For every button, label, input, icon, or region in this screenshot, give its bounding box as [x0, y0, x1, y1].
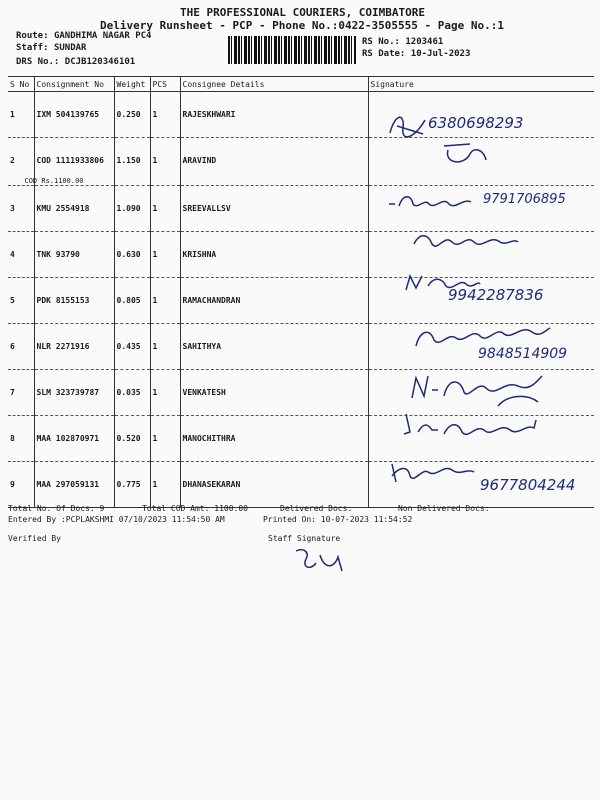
cell-pcs: 1: [150, 278, 180, 324]
total-cod-line: [142, 504, 248, 513]
cell-sno: 2: [8, 138, 34, 186]
cell-pcs: 1: [150, 232, 180, 278]
signature-scribble: [408, 366, 548, 410]
cell-pcs: 1: [150, 138, 180, 186]
cell-weight: 0.435: [114, 324, 150, 370]
verified-by: Verified By: [8, 534, 61, 543]
handwritten-phone: 9677804244: [480, 476, 576, 494]
cell-weight: 1.090: [114, 186, 150, 232]
cell-sno: 8: [8, 416, 34, 462]
cell-consignee: ARAVIND: [180, 138, 368, 186]
col-weight: Weight: [114, 77, 150, 92]
drs-label: DRS No.:: [16, 57, 60, 67]
rs-no-value: 1203461: [405, 37, 444, 47]
drs-value: DCJB120346101: [64, 57, 136, 67]
cell-consignee: KRISHNA: [180, 232, 368, 278]
cell-consignment: TNK 93790: [34, 232, 114, 278]
cell-weight: 0.520: [114, 416, 150, 462]
delivered-docs: Delivered Docs:: [280, 504, 353, 513]
cell-sno: 5: [8, 278, 34, 324]
staff-value: SUNDAR: [53, 43, 87, 53]
staff-signature-scribble: [290, 545, 350, 575]
cell-sno: 3: [8, 186, 34, 232]
cell-consignment: KMU 2554918: [34, 186, 114, 232]
cell-weight: 0.630: [114, 232, 150, 278]
total-cod-label: Total COD Amt:: [142, 504, 210, 513]
cell-consignee: DHANASEKARAN: [180, 462, 368, 508]
cell-consignment: PDK 8155153: [34, 278, 114, 324]
cell-pcs: 1: [150, 324, 180, 370]
handwritten-phone: 6380698293: [428, 114, 524, 132]
non-delivered-docs: Non Delivered Docs:: [398, 504, 490, 513]
col-consignee: Consignee Details: [180, 77, 368, 92]
handwritten-phone: 9942287836: [448, 286, 544, 304]
col-consignment: Consignment No: [34, 77, 114, 92]
route-label: Route:: [16, 31, 49, 41]
cell-consignee: MANOCHITHRA: [180, 416, 368, 462]
totals-line: [8, 504, 104, 513]
cell-weight: 0.035: [114, 370, 150, 416]
rs-no-line: [362, 37, 443, 47]
cell-consignee: SREEVALLSV: [180, 186, 368, 232]
company-title: THE PROFESSIONAL COURIERS, COIMBATORE: [180, 6, 426, 19]
cell-weight: 0.805: [114, 278, 150, 324]
signature-scribble: [398, 410, 548, 446]
cod-amount: COD Rs.1100.00: [24, 177, 84, 185]
cell-consignment: IXM 504139765: [34, 92, 114, 138]
cell-consignment: [24, 138, 114, 186]
consignment-number: COD 1111933806: [36, 156, 104, 165]
cell-weight: 0.775: [114, 462, 150, 508]
cell-pcs: 1: [150, 370, 180, 416]
signature-scribble: [385, 190, 475, 214]
total-cod-value: 1100.00: [214, 504, 248, 513]
col-sno: S No: [8, 77, 34, 92]
printed-on: Printed On: 10-07-2023 11:54:52: [263, 515, 413, 524]
cell-consignee: RAJESKHWARI: [180, 92, 368, 138]
cell-consignment: SLM 323739787: [34, 370, 114, 416]
cell-consignee: VENKATESH: [180, 370, 368, 416]
col-signature: Signature: [368, 77, 594, 92]
cell-sno: 6: [8, 324, 34, 370]
staff-signature-label: Staff Signature: [268, 534, 341, 543]
staff-line: [16, 43, 86, 53]
route-line: [16, 31, 151, 41]
cell-pcs: 1: [150, 462, 180, 508]
cell-consignment: NLR 2271916: [34, 324, 114, 370]
cell-sno: 9: [8, 462, 34, 508]
cell-weight: 1.150: [114, 138, 150, 186]
table-row: [8, 138, 594, 186]
barcode: [228, 36, 356, 64]
rs-no-label: RS No.:: [362, 37, 400, 47]
cell-consignee: RAMACHANDRAN: [180, 278, 368, 324]
cell-consignment: MAA 297059131: [34, 462, 114, 508]
entered-by: Entered By :PCPLAKSHMI 07/10/2023 11:54:50 AM: [8, 515, 225, 524]
cell-consignee: SAHITHYA: [180, 324, 368, 370]
signature-scribble: [388, 456, 478, 488]
signature-scribble: [440, 140, 490, 168]
staff-label: Staff:: [16, 43, 49, 53]
col-pcs: PCS: [150, 77, 180, 92]
total-docs-label: Total No. Of Docs:: [8, 504, 95, 513]
route-value: GANDHIMA NAGAR PC4: [53, 31, 152, 41]
handwritten-phone: 9848514909: [478, 346, 568, 362]
cell-sno: 7: [8, 370, 34, 416]
total-docs-value: 9: [99, 504, 105, 513]
handwritten-phone: 9791706895: [483, 192, 566, 207]
cell-sno: 1: [8, 92, 34, 138]
cell-pcs: 1: [150, 416, 180, 462]
runsheet-line: Delivery Runsheet - PCP - Phone No.:0422-3505555 - Page No.:1: [100, 19, 504, 32]
cell-pcs: 1: [150, 186, 180, 232]
rs-date-line: [362, 49, 470, 59]
cell-consignment: MAA 102870971: [34, 416, 114, 462]
rs-date-label: RS Date:: [362, 49, 406, 59]
rs-date-value: 10-Jul-2023: [410, 49, 471, 59]
drs-line: [16, 57, 135, 67]
cell-sno: 4: [8, 232, 34, 278]
cell-pcs: 1: [150, 92, 180, 138]
table-header-row: [8, 77, 594, 92]
signature-scribble: [410, 228, 520, 254]
cell-weight: 0.250: [114, 92, 150, 138]
